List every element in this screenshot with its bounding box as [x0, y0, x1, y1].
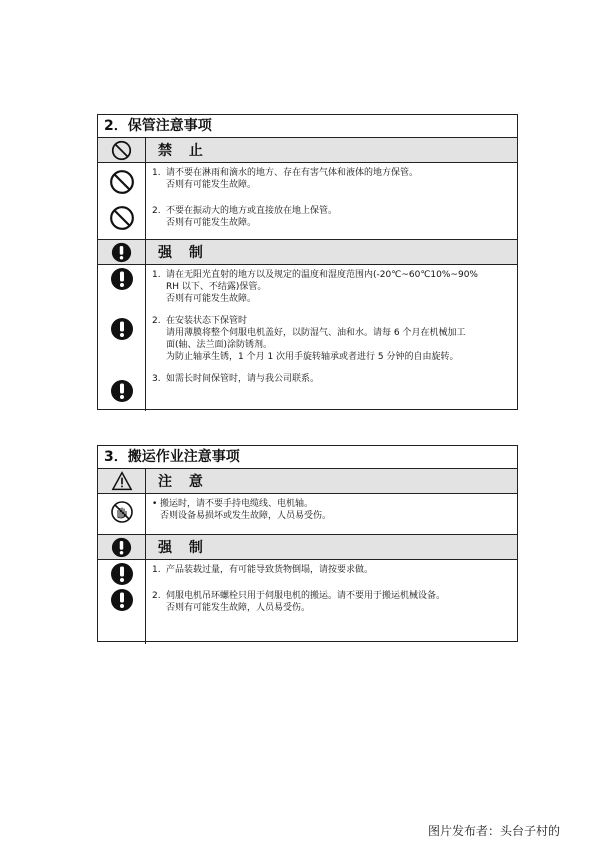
list-item: 1. 产品装载过量，有可能导致货物倒塌，请按要求做。: [152, 565, 374, 575]
list-item: 3. 如需长时间保管时，请与我公司联系。: [152, 374, 320, 384]
list-item: 2. 伺服电机吊环螺栓只用于伺服电机的搬运。请不要用于搬运机械设备。 否则有可能发生故障，人员易受伤。: [152, 591, 446, 613]
transport-precautions-section: [97, 445, 518, 642]
band-label: 禁 止: [158, 143, 209, 159]
mandatory-band: [98, 240, 517, 265]
mandatory-band: [98, 535, 517, 560]
list-item: • 搬运时，请不要手持电缆线、电机轴。 否则设备易损坏或发生故障，人员易受伤。: [152, 499, 332, 521]
mandatory-icon: [98, 379, 146, 403]
mandatory-icon: [98, 240, 146, 264]
band-label: 强 制: [158, 245, 209, 261]
caution-content: [98, 494, 517, 535]
mandatory-icon: [98, 562, 146, 586]
mandatory-icon: [98, 535, 146, 559]
mandatory-icon: [98, 267, 146, 291]
prohibit-icon: [98, 169, 146, 195]
prohibit-icon: [98, 138, 146, 162]
prohibit-content: [98, 163, 517, 240]
publisher-credit: 图片发布者：头台子村的: [428, 824, 561, 838]
caution-band: [98, 469, 517, 494]
list-item: 1. 请不要在淋雨和滴水的地方、存在有害气体和液体的地方保管。 否则有可能发生故障。: [152, 168, 419, 190]
band-label: 强 制: [158, 540, 209, 556]
caution-icon: [98, 469, 146, 493]
prohibit-band: [98, 138, 517, 163]
list-item: 2. 在安装状态下保管时 请用薄膜将整个伺服电机盖好，以防湿气、油和水。请每 6 个月在机械加工 面(轴、法兰面)涂防锈剂。 为防止轴承生锈，1 个月 1 次用手旋转轴承或者进行 5 分钟的自由旋转。: [152, 316, 466, 362]
storage-precautions-section: [97, 114, 518, 410]
section-title: 2．保管注意事项: [98, 115, 517, 138]
mandatory-content: [98, 265, 517, 411]
mandatory-icon: [98, 317, 146, 341]
mandatory-icon: [98, 588, 146, 612]
section-title: 3．搬运作业注意事项: [98, 446, 517, 469]
list-item: 1. 请在无阳光直射的地方以及规定的温度和湿度范围内(-20℃~60℃10%~90% RH 以下、不结露)保管。 否则有可能发生故障。: [152, 270, 478, 304]
mandatory-content: [98, 560, 517, 644]
list-item: 2. 不要在振动大的地方或直接放在地上保管。 否则有可能发生故障。: [152, 206, 338, 228]
prohibit-icon: [98, 205, 146, 231]
no-hand-touch-icon: [98, 500, 146, 524]
band-label: 注 意: [158, 474, 209, 490]
